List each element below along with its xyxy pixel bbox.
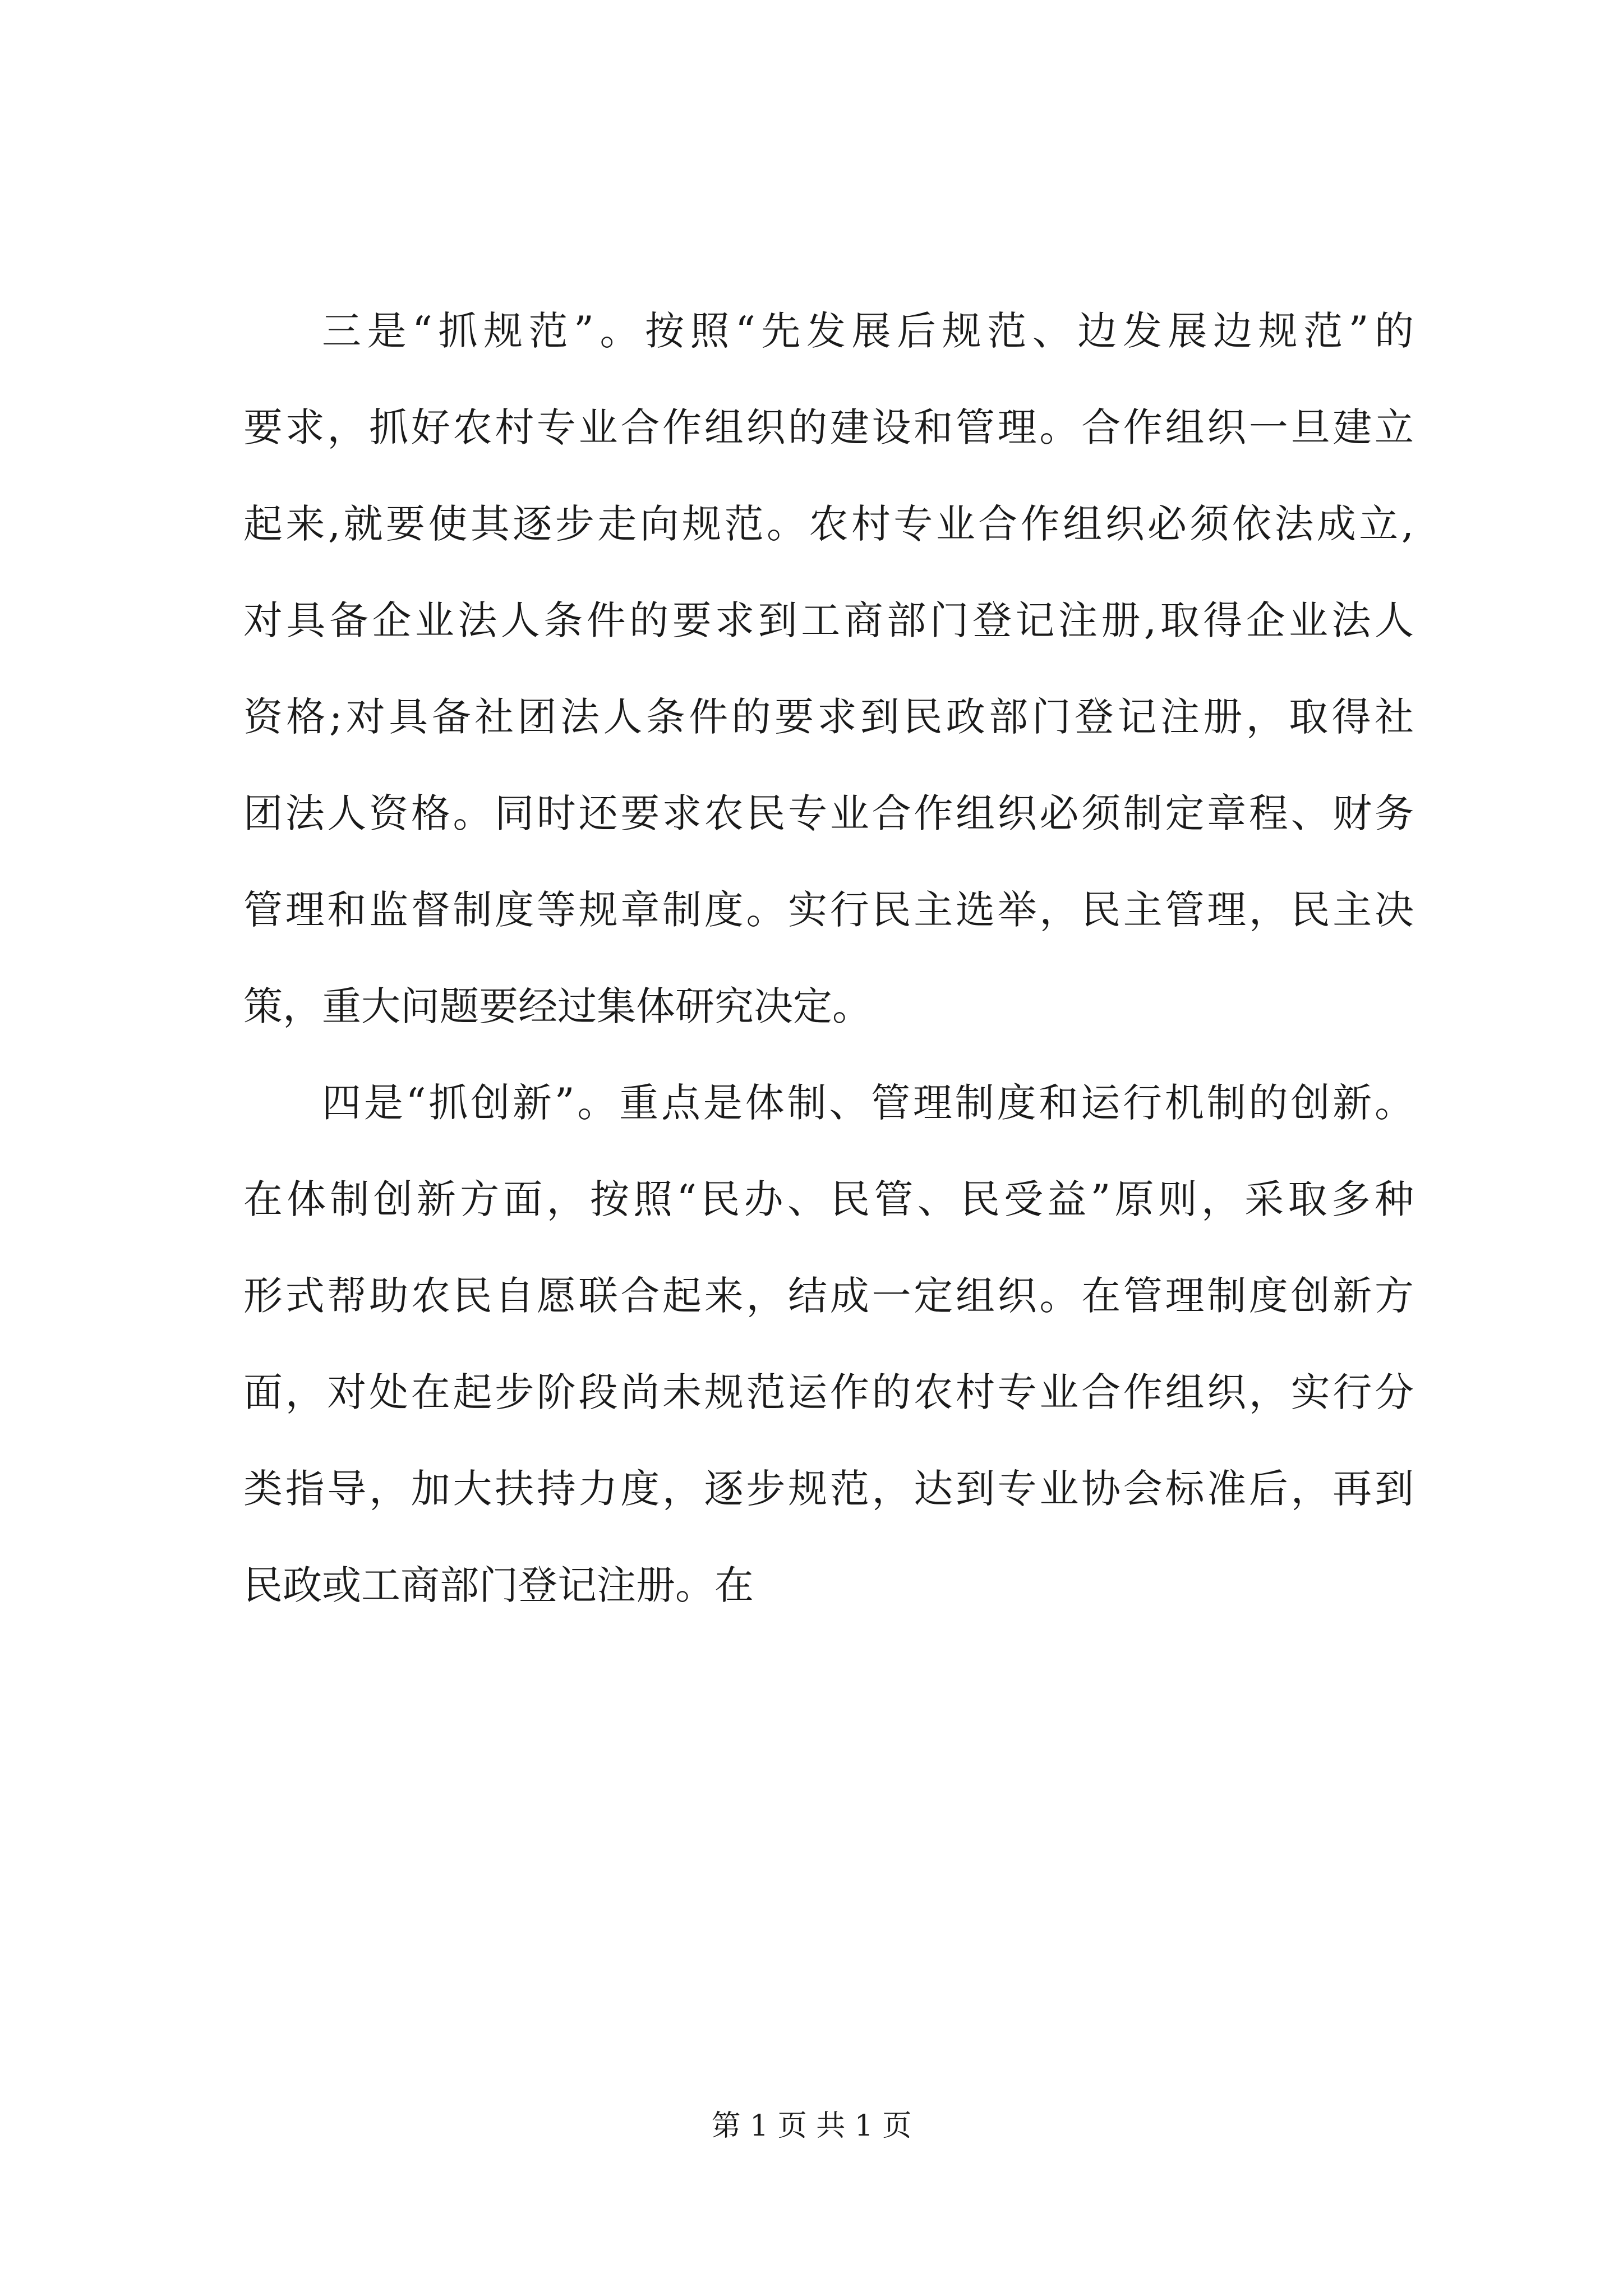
paragraph-1-line-2: 要求，抓好农村专业合作组织的建设和管理。合作组织一旦建立 (243, 404, 1414, 450)
paragraph-1-line-4: 对具备企业法人条件的要求到工商部门登记注册,取得企业法人 (243, 597, 1414, 643)
paragraph-1-line-6: 团法人资格。同时还要求农民专业合作组织必须制定章程、财务 (243, 790, 1414, 836)
paragraph-1-line-7: 管理和监督制度等规章制度。实行民主选举，民主管理，民主决 (243, 887, 1414, 933)
paragraph-2-line-2: 在体制创新方面，按照“民办、民管、民受益”原则，采取多种 (243, 1176, 1414, 1222)
document-body (243, 307, 1414, 1658)
paragraph-2-line-4: 面，对处在起步阶段尚未规范运作的农村专业合作组织，实行分 (243, 1369, 1414, 1415)
page-number-label: 第 1 页 共 1 页 (711, 2109, 912, 2143)
paragraph-1-line-1: 三是“抓规范”。按照“先发展后规范、边发展边规范”的 (322, 308, 1414, 354)
paragraph-2-line-5: 类指导，加大扶持力度，逐步规范，达到专业协会标准后，再到 (243, 1466, 1414, 1512)
paragraph-2-line-6: 民政或工商部门登记注册。在 (243, 1562, 754, 1608)
paragraph-1-line-8: 策，重大问题要经过集体研究决定。 (243, 983, 872, 1029)
paragraph-1-line-5: 资格;对具备社团法人条件的要求到民政部门登记注册，取得社 (243, 694, 1414, 740)
paragraph-2-line-3: 形式帮助农民自愿联合起来，结成一定组织。在管理制度创新方 (243, 1273, 1414, 1319)
paragraph-2-line-1: 四是“抓创新”。重点是体制、管理制度和运行机制的创新。 (322, 1080, 1414, 1126)
page-footer (0, 2108, 1623, 2144)
paragraph-1-line-3: 起来,就要使其逐步走向规范。农村专业合作组织必须依法成立, (243, 501, 1414, 547)
